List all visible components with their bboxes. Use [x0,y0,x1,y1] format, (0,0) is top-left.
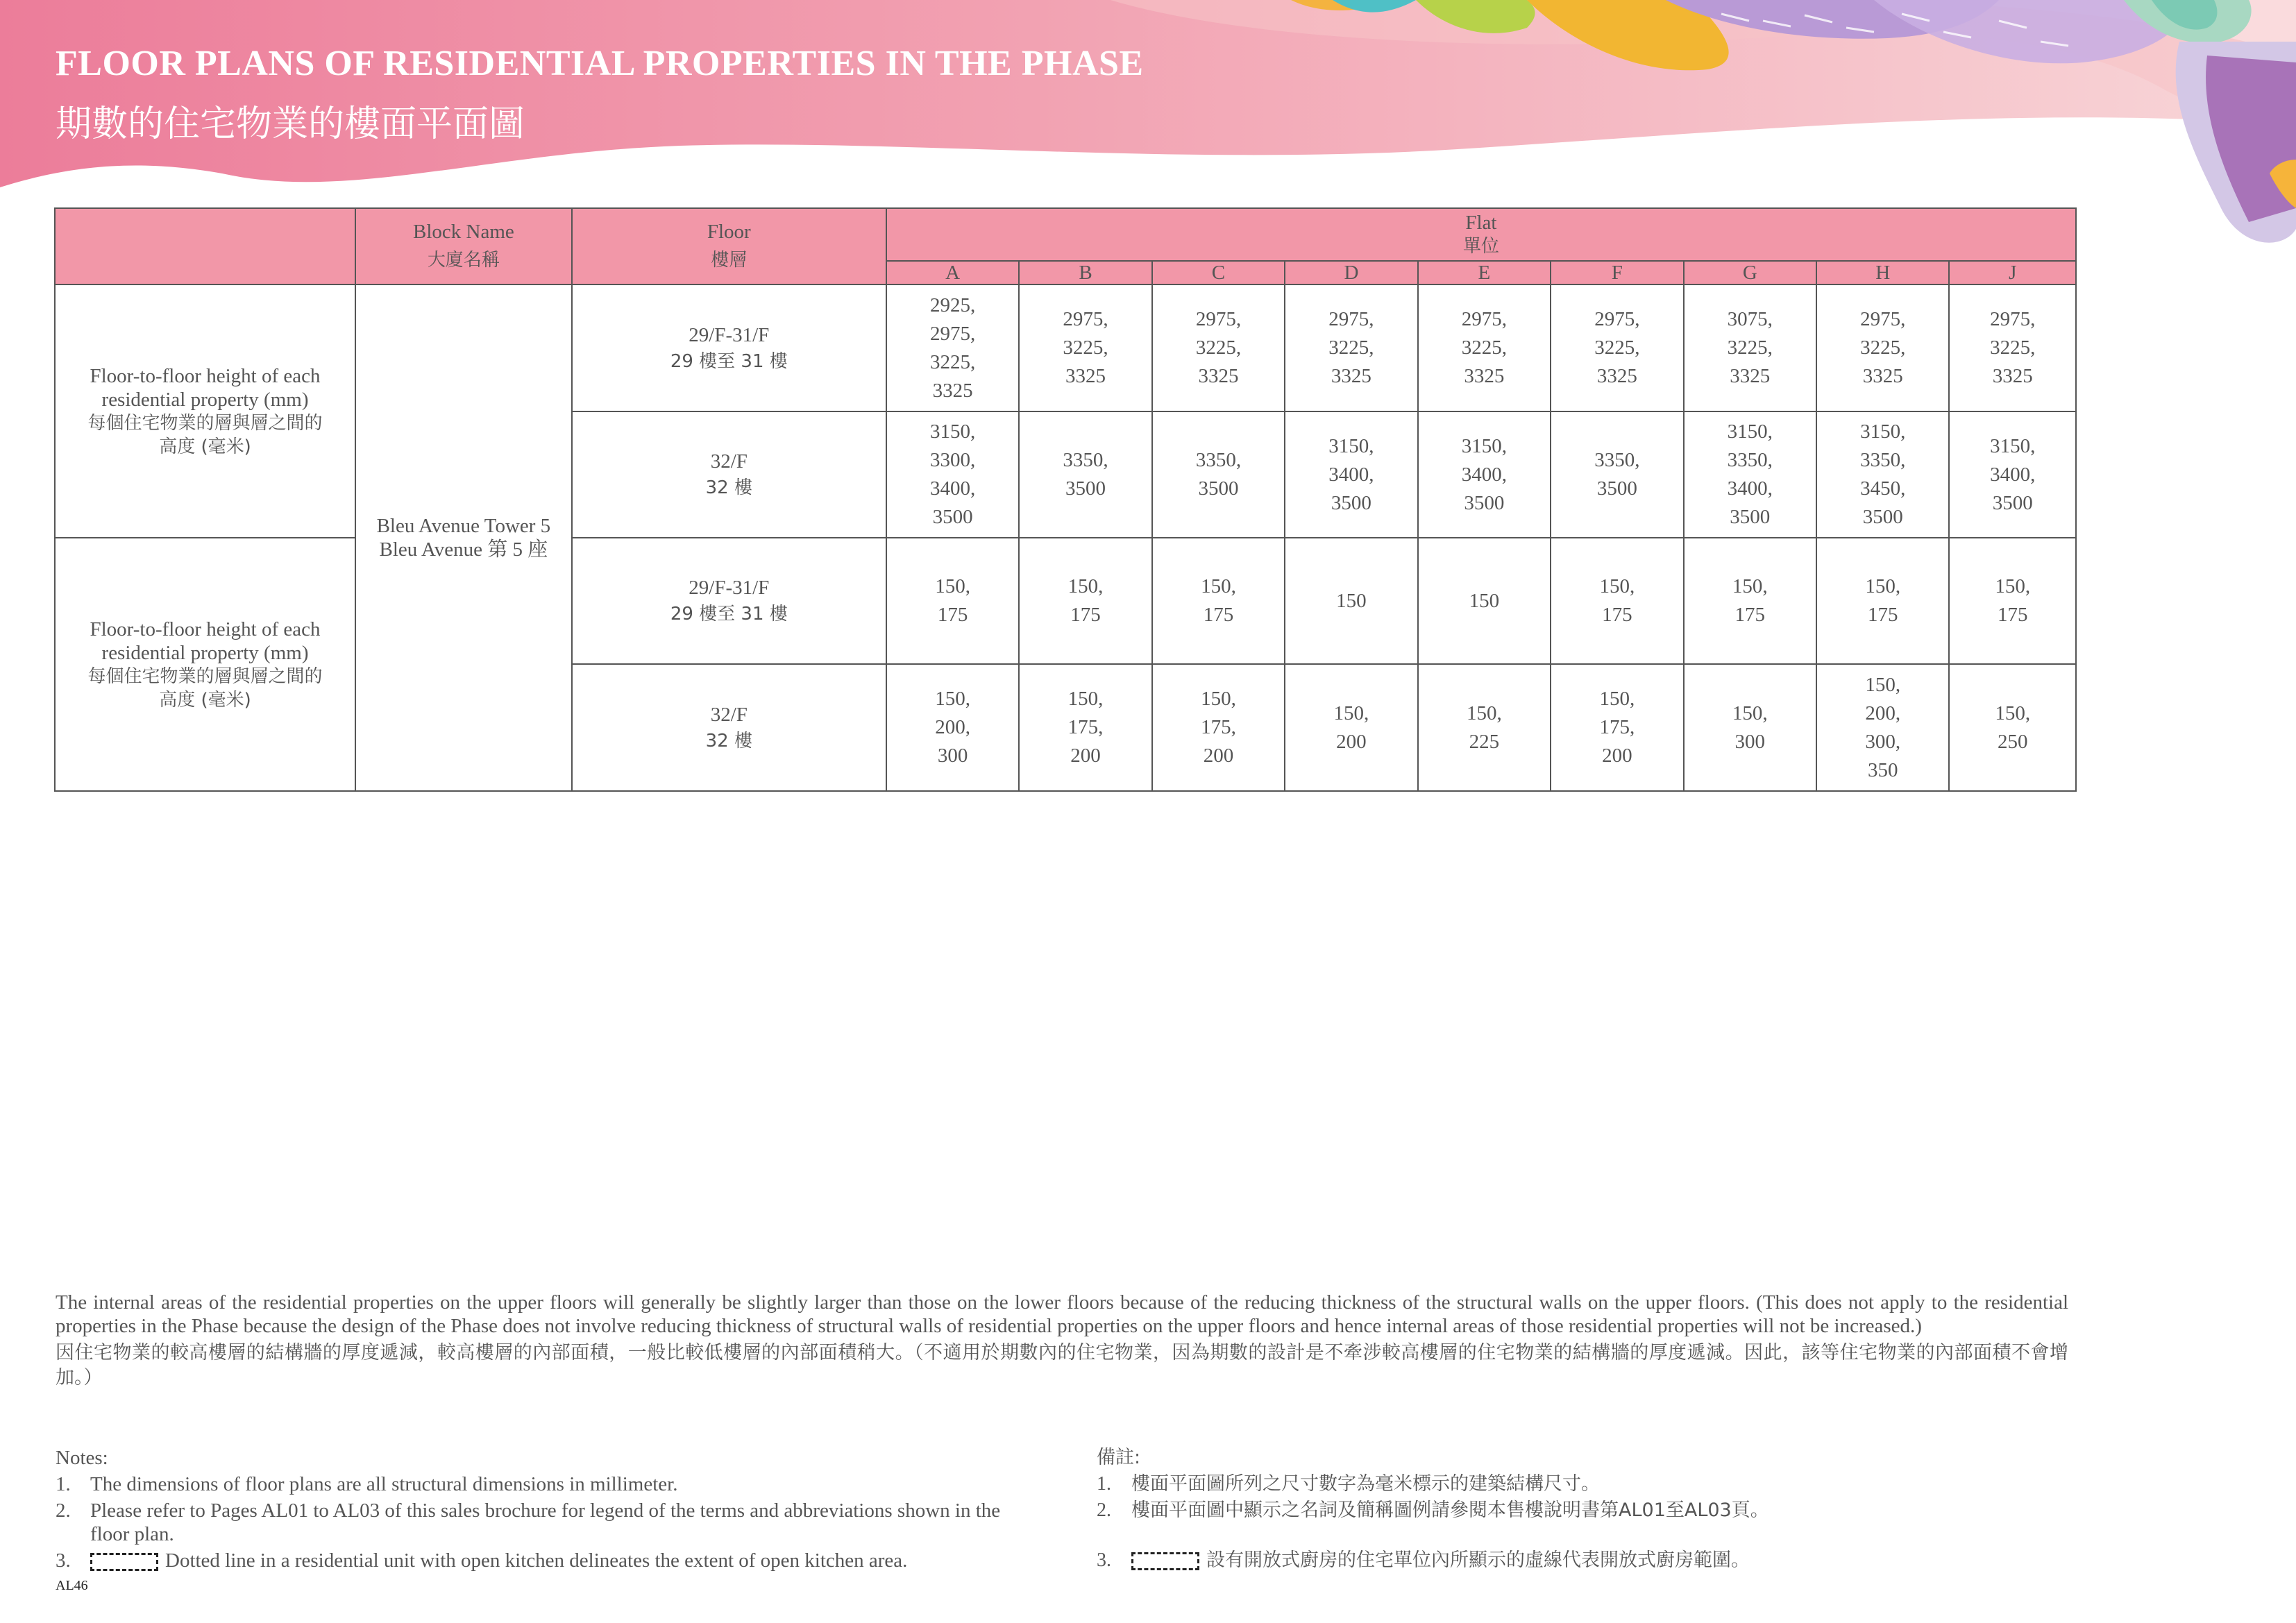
flat-value-cell [1684,411,1816,538]
note-text: 樓面平面圖中顯示之名詞及簡稱圖例請參閱本售樓說明書第AL01至AL03頁。 [1131,1499,1769,1521]
note-number: 3. [56,1549,71,1572]
height-value: 150, [1732,702,1768,724]
flat-value-cell [1152,664,1285,791]
flat-value-cell [1019,284,1151,411]
flat-value-cell [1152,411,1285,538]
flat-value-cell [1684,664,1816,791]
block-name-label-zh: 大廈名稱 [427,250,500,271]
floor-cell [572,664,886,791]
flat-value-cell [1816,284,1949,411]
height-value: 3150, [1990,434,2036,457]
height-value: 300 [937,745,968,767]
section-label-en: residential property (mm) [101,641,309,664]
note-item [1097,1472,2068,1496]
flat-value-cell [1418,538,1551,664]
height-value: 3500 [1464,491,1505,514]
note-text-wrapper [90,1549,1034,1572]
note-text: 設有開放式廚房的住宅單位內所顯示的虛線代表開放式廚房範圍。 [1206,1549,1750,1571]
height-value: 2975, [1063,308,1108,330]
disclaimer [56,1291,2068,1391]
flat-value-cell [1418,284,1551,411]
table-row [55,284,2076,411]
floor-label-zh: 29 樓至 31 樓 [670,604,788,624]
height-value: 3225, [1195,337,1242,359]
notes-en [56,1446,1034,1572]
flat-value-cell [1816,411,1949,538]
height-value: 2975, [1461,308,1507,330]
height-value: 2975, [1990,308,2036,330]
note-number: 3. [1097,1549,1111,1571]
height-value: 2975, [1594,308,1640,330]
section-label-en: residential property (mm) [101,388,309,411]
height-value: 150, [1333,702,1369,724]
flat-value-cell [886,538,1019,664]
height-value: 3225, [1461,337,1507,359]
height-value: 2925, [929,294,976,316]
floor-cell [572,538,886,664]
floor-cell [572,284,886,411]
height-value: 3150, [929,420,976,443]
floor-label-zh: 29 樓至 31 樓 [670,350,788,372]
block-name-zh: Bleu Avenue 第 5 座 [379,538,548,561]
height-value: 3225, [1990,337,2036,359]
flat-letter: B [1019,261,1151,284]
height-value: 200 [1070,745,1101,767]
note-number: 2. [56,1499,71,1522]
height-value: 150, [1599,575,1635,597]
note-number: 1. [1097,1473,1111,1495]
flat-value-cell [1418,664,1551,791]
block-name-cell [355,284,572,791]
height-value: 150, [1467,702,1502,724]
height-value: 200 [1336,730,1367,753]
block-name-header [355,208,572,284]
notes-heading-en: Notes: [56,1447,108,1469]
note-item [56,1549,1034,1572]
notes-heading-zh: 備註: [1097,1447,1141,1468]
height-value: 3500 [1596,477,1637,500]
height-value: 3225, [1328,337,1374,359]
flat-value-cell [1551,284,1683,411]
flat-value-cell [1285,411,1417,538]
section-label-en: Floor-to-floor height of each [90,618,321,640]
section-label-zh: 高度 (毫米) [159,436,251,457]
flat-value-cell [1949,411,2076,538]
flat-letter: G [1684,261,1816,284]
height-value: 3400, [1727,477,1773,500]
note-text-wrapper [1131,1549,2068,1572]
height-value: 3400, [929,477,976,500]
height-value: 3325 [1198,365,1239,387]
floor-cell [572,411,886,538]
height-value: 175 [937,604,968,626]
height-value: 200, [1865,702,1901,724]
flat-value-cell [1684,538,1816,664]
height-value: 200 [1203,745,1234,767]
height-value: 175, [1067,716,1104,738]
height-value: 3500 [1862,506,1903,528]
flat-value-cell [1019,411,1151,538]
height-value: 3500 [1730,506,1771,528]
flat-header [886,208,2076,261]
height-value: 3225, [1063,337,1108,359]
height-value: 2975, [1328,308,1374,330]
height-value: 3325 [1596,365,1637,387]
flat-letter: F [1551,261,1683,284]
note-text: Dotted line in a residential unit with open kitchen delineates the extent of open kitchen area. [165,1549,908,1572]
height-value: 150, [1995,575,2031,597]
height-value: 3500 [1992,491,2033,514]
height-value: 3325 [1331,365,1371,387]
flat-value-cell [1285,538,1417,664]
note-item [1097,1549,2068,1572]
height-value: 3225, [1727,337,1773,359]
flat-value-cell [886,411,1019,538]
height-value: 3150, [1461,434,1507,457]
height-value: 2975, [1195,308,1242,330]
height-value: 150, [1201,688,1236,710]
section-label-zh: 每個住宅物業的層與層之間的 [87,665,323,687]
flat-value-cell [1551,411,1683,538]
floor-label-zh: 樓層 [711,250,748,271]
height-value: 150, [1599,688,1635,710]
height-value: 200, [935,716,970,738]
height-value: 3075, [1727,308,1773,330]
flat-letter: C [1152,261,1285,284]
height-value: 3325 [1862,365,1903,387]
height-value: 150, [1067,575,1104,597]
height-value: 175 [1070,604,1101,626]
height-value: 3325 [1730,365,1771,387]
height-value: 150, [1995,702,2031,724]
height-value: 200 [1602,745,1632,767]
height-value: 3225, [929,350,976,373]
floor-label-en: Floor [707,221,751,243]
height-value: 3225, [1860,337,1906,359]
flat-label-zh: 單位 [1462,236,1499,257]
height-value: 175 [1734,604,1766,626]
height-value: 175 [1203,604,1234,626]
note-number: 2. [1097,1499,1111,1521]
height-value: 150, [1865,575,1901,597]
flat-value-cell [1285,664,1417,791]
height-value: 175 [1867,604,1898,626]
floor-label-zh: 32 樓 [705,730,752,751]
dotted-line-legend-icon [1131,1552,1199,1570]
note-item [56,1499,1034,1546]
height-value: 3300, [929,449,976,471]
flat-value-cell [1816,538,1949,664]
flat-label-en: Flat [1465,212,1497,234]
corner-header-cell [55,208,355,284]
flat-value-cell [1949,538,2076,664]
height-value: 3150, [1328,434,1374,457]
notes-zh [1097,1446,2068,1572]
height-value: 300 [1734,730,1766,753]
block-name-en: Bleu Avenue Tower 5 [376,515,551,537]
height-value: 300, [1865,730,1901,753]
height-value: 3500 [1198,477,1239,500]
height-value: 3350, [1195,449,1242,471]
height-value: 3400, [1461,463,1507,486]
height-value: 3500 [932,506,973,528]
height-value: 3350, [1063,449,1108,471]
height-value: 150, [1732,575,1768,597]
height-value: 2975, [1860,308,1906,330]
flat-value-cell [1019,664,1151,791]
section-label [55,538,355,791]
height-value: 175 [1997,604,2028,626]
flat-letter: J [1949,261,2076,284]
section-label-zh: 每個住宅物業的層與層之間的 [87,412,323,434]
flat-letter: E [1418,261,1551,284]
height-value: 3500 [1331,491,1371,514]
flat-value-cell [1684,284,1816,411]
note-text: The dimensions of floor plans are all structural dimensions in millimeter. [90,1473,678,1495]
height-value: 3325 [1992,365,2033,387]
height-value: 3325 [1464,365,1505,387]
page-title-en: FLOOR PLANS OF RESIDENTIAL PROPERTIES IN THE PHASE [56,44,1144,83]
flat-value-cell [1551,664,1683,791]
height-value: 3325 [932,379,973,402]
height-value: 3450, [1860,477,1906,500]
floor-header [572,208,886,284]
note-text: 樓面平面圖所列之尺寸數字為毫米標示的建築結構尺寸。 [1131,1473,1600,1495]
section-label [55,284,355,538]
floor-label: 29/F-31/F [689,577,770,599]
height-value: 3150, [1727,420,1773,443]
height-value: 175, [1201,716,1236,738]
flat-value-cell [1551,538,1683,664]
disclaimer-zh: 因住宅物業的較高樓層的結構牆的厚度遞減，較高樓層的內部面積，一般比較低樓層的內部面積稍大。（不適用於期數內的住宅物業，因為期數的設計是不牽涉較高樓層的住宅物業的結構牆的厚度遞減。因此，該等住宅物業的內部面積不會增加。） [56,1342,2068,1388]
height-value: 225 [1469,730,1500,753]
flat-value-cell [1949,284,2076,411]
flat-value-cell [886,284,1019,411]
note-text: Please refer to Pages AL01 to AL03 of this sales brochure for legend of the terms and abbreviations shown in the floor plan. [90,1499,1001,1545]
height-value: 3500 [1065,477,1106,500]
height-value: 3350, [1727,449,1773,471]
floor-label: 32/F [710,703,748,726]
flat-letter: A [886,261,1019,284]
flat-value-cell [1949,664,2076,791]
height-value: 150, [1865,673,1901,696]
flat-letter: H [1816,261,1949,284]
flat-value-cell [1152,284,1285,411]
height-value: 250 [1997,730,2028,753]
height-value: 3325 [1065,365,1106,387]
height-value: 150 [1469,589,1500,612]
height-value: 3225, [1594,337,1640,359]
note-item [1097,1499,2068,1522]
floor-label: 32/F [710,450,748,473]
height-value: 150, [935,575,970,597]
height-value: 175, [1599,716,1635,738]
floor-height-table [54,207,2077,792]
height-value: 3400, [1990,463,2036,486]
floor-label: 29/F-31/F [689,323,770,346]
height-value: 150, [935,688,970,710]
height-value: 3350, [1860,449,1906,471]
height-value: 150 [1336,589,1367,612]
floor-label-zh: 32 樓 [705,477,752,498]
height-value: 175 [1602,604,1632,626]
disclaimer-en: The internal areas of the residential properties on the upper floors will generally be slightly larger than those on the lower floors because of the reducing thickness of the structural walls on the upper floors. (This does not apply to the residential properties in the Phase because the design of the Phase does not involve reducing thickness of structural walls of residential properties on the upper floors and hence internal areas of those residential properties will not be increased.) [56,1291,2068,1337]
height-value: 350 [1867,758,1898,781]
flat-value-cell [886,664,1019,791]
flat-value-cell [1285,284,1417,411]
section-label-zh: 高度 (毫米) [159,689,251,711]
note-item [56,1472,1034,1496]
flat-letter: D [1285,261,1417,284]
section-label-en: Floor-to-floor height of each [90,364,321,387]
flat-value-cell [1019,538,1151,664]
block-name-label-en: Block Name [413,221,514,243]
height-value: 3400, [1328,463,1374,486]
page-number: AL46 [56,1578,88,1593]
flat-value-cell [1152,538,1285,664]
page-title-zh: 期數的住宅物業的樓面平面圖 [56,103,525,145]
dotted-line-legend-icon [90,1553,158,1571]
height-value: 150, [1067,688,1104,710]
height-value: 3150, [1860,420,1906,443]
height-value: 2975, [929,322,976,345]
height-value: 3350, [1594,449,1640,471]
note-number: 1. [56,1473,71,1495]
flat-value-cell [1418,411,1551,538]
height-value: 150, [1201,575,1236,597]
flat-value-cell [1816,664,1949,791]
